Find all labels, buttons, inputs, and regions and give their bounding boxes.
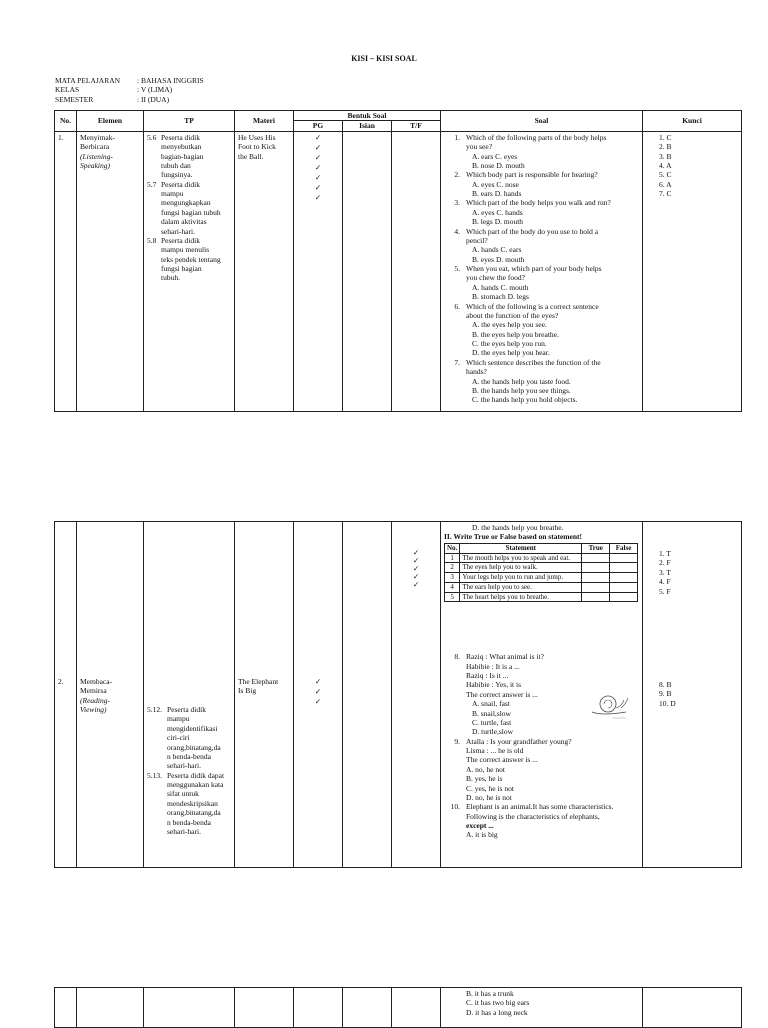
question-5: 5. When you eat, which part of your body helps — [454, 264, 602, 273]
check-icon: ✓ — [412, 580, 420, 589]
question-8: 8. Raziq : What animal is it? — [454, 652, 544, 662]
tp-item: 5.8 Peserta didik mampu menulis teks pendek tentang fungsi bagian tubuh. — [147, 235, 221, 283]
table-row: 5 The heart helps you to breathe. — [445, 592, 638, 602]
row2-materi: The Elephant Is Big — [235, 522, 294, 868]
meta-row-class: KELAS : V (LIMA) — [55, 85, 173, 95]
kisi-table-page1 — [54, 110, 742, 412]
snail-illustration — [588, 690, 632, 720]
header-elemen: Elemen — [77, 111, 144, 132]
header-materi: Materi — [235, 111, 294, 132]
header-kunci: Kunci — [643, 111, 742, 132]
table-row: 4 The ears help you to see. — [445, 582, 638, 592]
row2-kunci: 1. T 2. F 3. T 4. F 5. F 8. B 9. B 10. D — [643, 522, 742, 868]
tp-item: 5.13. Peserta didik dapat menggunakan kata sifat untuk mendeskripsikan orang,binatang,da n benda-benda sehari-hari. — [147, 770, 225, 836]
check-icon: ✓ — [314, 697, 322, 706]
header-tf: T/F — [392, 121, 441, 131]
row1-no: 1. — [55, 131, 77, 411]
check-icon: ✓ — [314, 162, 322, 172]
question-9: 9. Atalla : Is your grandfather young? — [454, 736, 572, 746]
row2-pg-checks — [294, 522, 343, 868]
question-3: 3. Which part of the body helps you walk and run? — [454, 198, 611, 208]
tp-item: 5.6 Peserta didik menyebutkan bagian-bagian tubuh dan fungsinya. — [147, 132, 204, 180]
row3-soal: B. it has a trunk C. it has two big ears D. it has a long neck — [441, 988, 643, 1028]
row1-elemen: Menyimak- Berbicara (Listening- Speaking) — [77, 131, 144, 411]
meta-row-subject: MATA PELAJARAN : BAHASA INGGRIS — [55, 76, 204, 85]
row1-soal: 1. Which of the following parts of the body helps you see? A. ears C. eyes B. nose D. mouth 2. Which body part is responsible for hearing? A. eyes C. nose B. ears D. hands 3. Which part of the body helps you walk and run? A. eyes C. hands B. legs D. mouth 4. Which part of the body do you use to hold a pencil? A. hands C. ears B. eyes D. mouth 5. When you eat, which part of your body helps you chew the food? A. hands C. mouth B. stomach D. legs 6. Which of the following is a correct sentence about the function of the eyes? A. the eyes help you see. B. the eyes help you breathe. C. the eyes help you run. D. the eyes help you hear. 7. Which sentence describes the function of the hands? A. the hands help you taste food. B. the hands help you see things. C. the hands help you hold objects. — [441, 131, 643, 411]
kisi-table-page2 — [54, 521, 742, 868]
question-6: 6. Which of the following is a correct sentence — [454, 301, 599, 311]
check-icon: ✓ — [314, 677, 322, 686]
check-icon: ✓ — [314, 182, 322, 192]
question-1: 1. Which of the following parts of the body helps — [454, 132, 607, 142]
header-pg: PG — [294, 121, 343, 131]
row1-isian — [343, 131, 392, 411]
document-title: KISI – KISI SOAL — [351, 54, 417, 63]
question-4: 4. Which part of the body do you use to hold a — [454, 226, 599, 236]
header-isian: Isian — [343, 121, 392, 131]
row1-pg-checks — [294, 131, 343, 411]
header-tp: TP — [144, 111, 235, 132]
question-7: 7. Which sentence describes the function of the — [454, 357, 601, 367]
row1-tf — [392, 131, 441, 411]
check-icon: ✓ — [314, 172, 322, 182]
header-no: No. — [55, 111, 77, 132]
true-false-table: No. Statement True False 1 The mouth helps you to speak and eat. 2 The eyes help you to walk. 3 Your legs help you to run and jump. 4 The ears help you to see. 5 The heart helps you to breathe. — [444, 543, 638, 603]
row1-kunci: 1. C 2. B 3. B 4. A 5. C 6. A 7. C — [643, 131, 742, 411]
check-icon: ✓ — [314, 192, 322, 202]
check-icon: ✓ — [314, 152, 322, 162]
table-row: 1 The mouth helps you to speak and eat. — [445, 553, 638, 563]
header-bentuk-soal: Bentuk Soal — [294, 111, 441, 121]
row2-elemen: Membaca- Memirsa (Reading- Viewing) — [77, 522, 144, 868]
row2-soal: D. the hands help you breathe. II. Write True or False based on statement! No. Statement True False 1 The mouth helps you to speak and eat. 2 The eyes help you to walk. 3 Your legs help you to run and jump. 4 The ears help you to see. 5 The heart helps you to breathe. 8. Raziq : What animal is it? Habibie : It is a ... Raziq : Is it ... Habibie : Yes, it is The correct answer is ... A. snail, fast B. snail,slow C. turtle, fast D. turtle,slow 9. Atalla : Is your grandfather young? Lisma : ... he is old The correct answer is ... A. no, he not B. yes, he is C. yes, he is not D. no, he is not 10. Elephant is an animal.It has some characteristics. Following is the characteristics of elephants, except ... A. it is big — [441, 522, 643, 868]
row1-tp — [144, 131, 235, 411]
table-row: 3 Your legs help you to run and jump. — [445, 573, 638, 583]
row1-materi: He Uses His Foot to Kick the Ball. — [235, 131, 294, 411]
check-icon: ✓ — [412, 556, 420, 565]
question-10: 10. Elephant is an animal.It has some characteristics. — [450, 802, 614, 812]
table-row: 2 The eyes help you to walk. — [445, 563, 638, 573]
check-icon: ✓ — [314, 142, 322, 152]
check-icon: ✓ — [314, 132, 322, 142]
meta-row-semester: SEMESTER : II (DUA) — [55, 94, 170, 104]
row2-tf-checks — [392, 522, 441, 868]
check-icon: ✓ — [412, 564, 420, 573]
check-icon: ✓ — [412, 548, 420, 557]
question-2: 2. Which body part is responsible for hearing? — [454, 170, 598, 180]
row2-no: 2. — [55, 522, 77, 868]
check-icon: ✓ — [314, 687, 322, 696]
kisi-table-page3 — [54, 987, 742, 1028]
check-icon: ✓ — [412, 572, 420, 581]
header-soal: Soal — [441, 111, 643, 132]
tp-item: 5.7 Peserta didik mampu mengungkapkan fungsi bagian tubuh dalam aktivitas sehari-hari. — [147, 179, 221, 236]
section-title: II. Write True or False based on statement! — [444, 532, 583, 542]
tp-item: 5.12. Peserta didik mampu mengidentifikasi ciri-ciri orang,binatang,da n benda-benda sehari-hari. — [147, 705, 221, 771]
meta-info — [55, 76, 204, 104]
row2-tp — [144, 522, 235, 868]
row2-isian — [343, 522, 392, 868]
